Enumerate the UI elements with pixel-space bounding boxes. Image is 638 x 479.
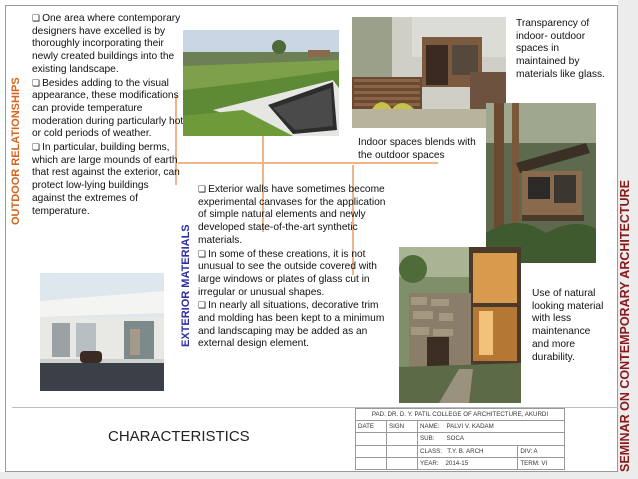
outdoor-relationships-label: OUTDOOR RELATIONSHIPS [10,77,22,225]
sign-value-cell [387,457,418,469]
exterior-paragraph: ❏ In nearly all situations, decorative trim and molding has been kept to a minimum and landscaping may be added as an external design element. [198,300,385,350]
checkbox-bullet-icon: ❏ [198,184,207,194]
title-block-row [356,445,565,457]
title-block-row [356,433,565,445]
stone-glass-house-photo [399,247,521,403]
year-cell: YEAR: 2014-15 [418,457,518,469]
seminar-title-label: SEMINAR ON CONTEMPORARY ARCHITECTURE [618,180,632,472]
title-block-row [356,409,565,421]
title-block [355,408,565,470]
sign-label-cell: SIGN [387,421,418,433]
transparency-caption: Transparency of indoor- outdoor spaces in maintained by materials like glass. [516,18,605,80]
checkbox-bullet-icon: ❏ [198,300,207,311]
date-value-cell [356,445,387,457]
exterior-paragraph: ❏ Exterior walls have sometimes become experimental canvases for the application of simple natural elements and newly developed state-of-the-art synthetic materials. [198,184,386,246]
name-cell: NAME: PALVI V. KADAM [418,421,565,433]
characteristics-heading: CHARACTERISTICS [108,428,250,445]
checkbox-bullet-icon: ❏ [32,77,41,88]
checkbox-bullet-icon: ❏ [32,142,41,153]
outdoor-paragraph: ❏ One area where contemporary designers have excelled is by thoroughly incorporating their newly created buildings into the existing landscape. [32,13,181,75]
sign-value-cell [387,433,418,445]
sign-value-cell [387,445,418,457]
green-roof-house-photo [183,30,339,136]
natural-material-caption: Use of natural looking material with less maintenance and more durability. [532,288,604,363]
exterior-materials-label: EXTERIOR MATERIALS [180,224,192,347]
college-name-cell: PAD. DR. D. Y. PATIL COLLEGE OF ARCHITECTURE, AKURDI [356,409,565,421]
checkbox-bullet-icon: ❏ [198,248,207,259]
div-cell: DIV: A [518,445,565,457]
white-house-pool-photo [40,273,164,391]
exterior-paragraph: ❏ In some of these creations, it is not unusual to see the outside covered with large windows or plates of glass cut in irregular or unusual shapes. [198,248,377,298]
modern-house-wood-fence-photo [352,17,506,128]
outdoor-text-block [32,12,184,218]
bottom-margin-strip [0,472,638,479]
date-value-cell [356,433,387,445]
title-block-table [355,408,565,470]
title-block-row [356,457,565,469]
forest-house-photo [486,103,596,263]
date-value-cell [356,457,387,469]
outdoor-paragraph: ❏ In particular, building berms, which are large mounds of earth that rest against the exterior, can protect low-lying buildings against the extremes of temperature. [32,142,180,217]
date-label-cell: DATE [356,421,387,433]
exterior-text-block [198,183,390,351]
checkbox-bullet-icon: ❏ [32,13,41,23]
term-cell: TERM: VI [518,457,565,469]
title-block-row [356,421,565,433]
outdoor-paragraph: ❏ Besides adding to the visual appearance, these modifications can provide temperature moderation during particularly hot or cold periods of weather. [32,77,184,140]
class-cell: CLASS: T.Y. B. ARCH [418,445,518,457]
indoor-caption: Indoor spaces blends with the outdoor spaces [358,137,476,161]
sub-cell: SUB: SOCA [418,433,565,445]
